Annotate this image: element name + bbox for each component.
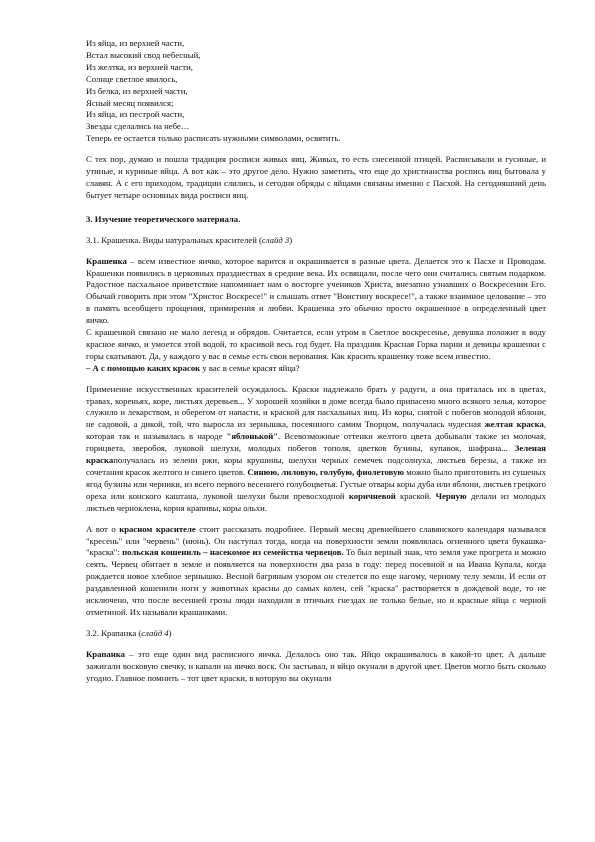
red-dye-paragraph: А вот о красном красителе стоит рассказать подробнее. Первый месяц древнейшего славянского календаря назывался "кресень" или "червень" (июнь). Он наступал тогда, когда на поверхности земли появлялась огненного цвета букашка-"краска": польская кошениль – насекомое из семейства червецов. То был верный знак, что земля уже прогрета и можно сеять. Червец обитает в земле и появляется на поверхности два раза в году: перед посевной и на Ивана Купала, когда рождается новое хлебное зернышко. Весной багряным узором он стелется по еще нагому, черному телу земли. И если от раздавленной кошенили ноги у животных красны до самых колен, сей "краска" растворяется в дождевой воде, то не исключено, что после весенней грозы люди находили в птичьих гнездах не только белые, но и красные яйца с черной отметиной. Их называли крашанками. [86,523,546,617]
poem-line: Из желтка, из верхней части, [86,61,193,72]
question-line: – А с помощью каких красок у вас в семье красят яйца? [86,362,300,373]
poem-line: Солнце светлое явилось, [86,73,178,84]
document-page [86,38,546,685]
poem-line: Встал высокий свод небесный, [86,49,201,60]
poem [86,38,546,133]
subsection-heading-3-1: 3.1. Крашенка. Виды натуральных красителей (слайд 3) [86,234,293,245]
slide-reference: слайд 4 [141,627,169,638]
krapanka-paragraph: Крапанка – это еще один вид расписного яичка. Делалось оно так. Яйцо окрашивалось в какой-то цвет. А дальше зажигали восковую свечку, и капали на яичко воск. Он застывал, и яйцо окунали в другой цвет. Цветов могло быть сколько угодно. Главное помнить – тот цвет краски, в которую вы окунали [86,648,546,683]
subsection-heading-3-2: 3.2. Крапанка (слайд 4) [86,627,172,638]
poem-line: Из яйца, из верхней части, [86,38,185,48]
after-poem-line: Теперь ее остается только расписать нужными символами, освятить. [86,133,341,144]
term-krashenka: Крашенка [86,255,127,266]
poem-line: Из яйца, из пестрой части, [86,109,185,120]
section-heading: 3. Изучение теоретического материала. [86,213,241,224]
dyes-paragraph: Применение искусственных красителей осуждалось. Краски надлежало брать у радуги, а она пряталась их в цветах, травах, кореньях, коре, листьях деревьев... У хорошей хозяйки в доме всегда было припасено много всякого зелья, которое служило и лекарством, и оберегом от напасти, и краской для пасхальных яиц. Из коры, снятой с побегов молодой яблони, не садовой, а дикой, той, что выросла из зернышка, посеянного самим Творцом, получалась чудесная желтая краска, которая так и называлась в народе "яблонькой". Всевозможные оттенки желтого цвета добывали также из молочая, горицвета, зверобоя, луковой шелухи, молодых побегов тополя, цветков бузины, купавок, шафрана... Зеленая краскаполучалась из зелени ржи, коры крушины, шелухи черных семечек подсолнуха, листьев березы, а также из сочетания красок желтого и синего цветов. Синюю, лиловую, голубую, фиолетовую можно было приготовить из сушеных ягод бузины или черники, из всего первого весеннего голубоцветья. Густые отвары коры дуба или яблони, листьев грецкого ореха или конского каштана, луковой шелухи были превосходной коричневой краской. Черную делали из молодых листьев черноклена, корня крапивы, коры ольхи. [86,383,546,513]
slide-reference: слайд 3 [261,234,290,245]
poem-line: Ясный месяц появился; [86,97,174,108]
term-krapanka: Крапанка [86,648,125,659]
intro-paragraph: С тех пор, думаю и пошла традиция росписи живых яиц. Живых, то есть снесенной птицей. Расписывали и гусиные, и утиные, и куриные яйца. А вот как – это другое дело. Нужно заметить, что еще до христианства роспись яиц бытовала у славян. А с его приходом, традиции слились, и сегодня обряды с яйцами связаны именно с Пасхой. На сегодняшний день бытует четыре основных вида росписи яиц. [86,154,546,200]
poem-line: Из белка, из верхней части, [86,85,188,96]
krashenka-legends-paragraph: С крашенкой связано не мало легенд и обрядов. Считается, если утром в Светлое воскресенье, девушка положит в воду красное яичко, и умоется этой водой, то красивой весь год будет. На праздник Красная Горка парни и девицы крашенки с горы скатывают. Да, у каждого у вас в семье есть свои верования. Как красить крашенку тоже всем известно. [86,327,546,361]
krashenka-paragraph: Крашенка – всем известное яичко, которое варится и окрашивается в разные цвета. Делается это к Пасхе и Проводам. Крашенки появились в церковных празднествах в средние века. Их освящали, после чего они считались святым подарком. Радостное пасхальное приветствие напоминает нам о восторге учеников Христа, внезапно узнавших о Воскресении Его. Обычай говорить при этом "Христос Воскресе!" и слышать ответ "Воистину воскресе!", а также взаимное целование – это в память всеобщего прощения, примирения и любви. Крашенка это обычно просто окрашенное в определенный цвет яичко. [86,255,546,326]
poem-line: Звезды сделались на небе… [86,121,190,132]
